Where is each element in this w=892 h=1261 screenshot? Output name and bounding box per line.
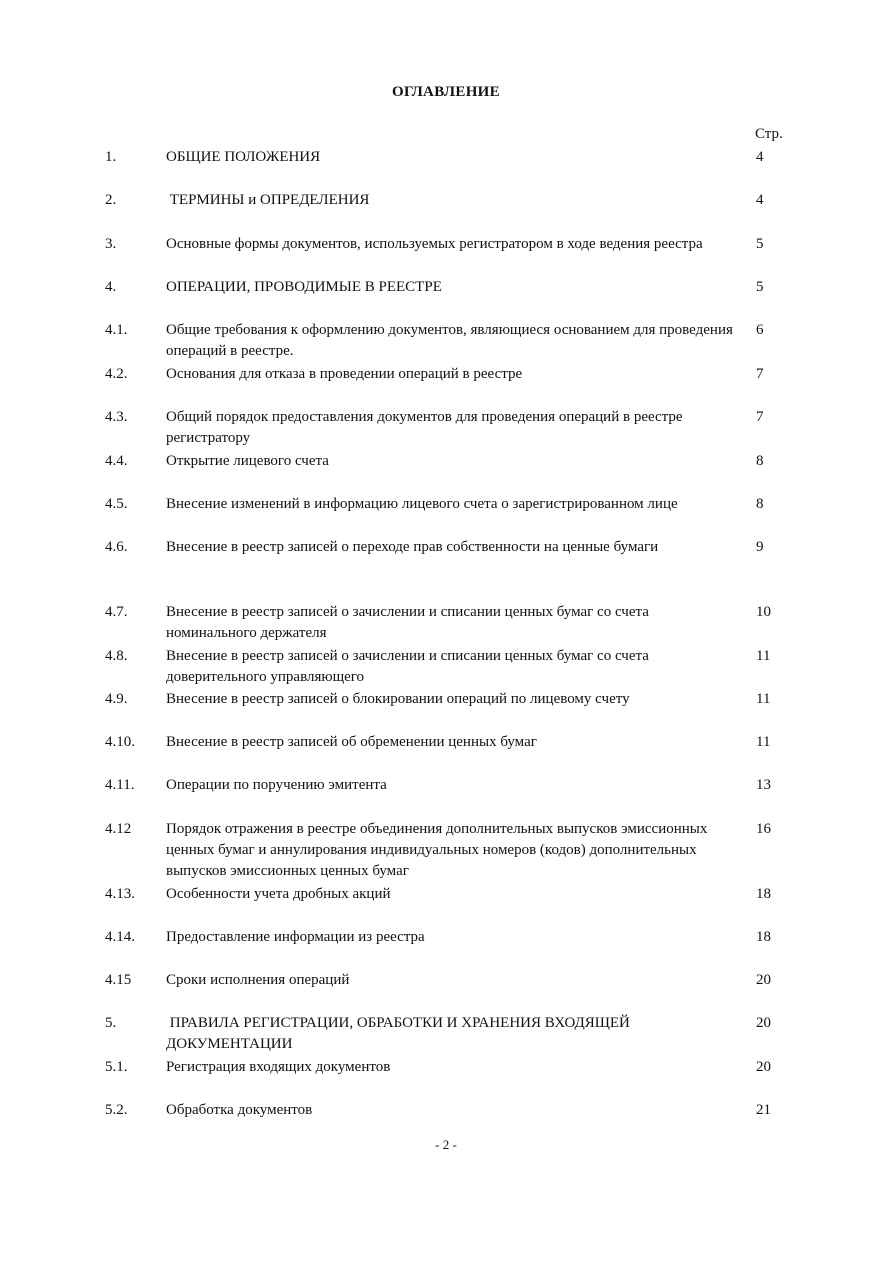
toc-entry-title: Внесение в реестр записей о переходе прав собственности на ценные бумаги [166, 539, 659, 555]
toc-entry-page: 11 [756, 691, 771, 707]
toc-entry-page: 8 [756, 453, 764, 469]
toc-entry-title: Предоставление информации из реестра [166, 929, 425, 945]
toc-entry-title: Обработка документов [166, 1102, 313, 1118]
toc-entry-title: Внесение в реестр записей о зачислении и списании ценных бумаг со счета номинального держателя [166, 604, 649, 641]
toc-entry-number: 4.11. [105, 777, 135, 793]
toc-entry-page: 18 [756, 886, 771, 902]
toc-entry-title: Основания для отказа в проведении операций в реестре [166, 366, 523, 382]
toc-entry-page: 16 [756, 821, 771, 837]
toc-entry-title: Внесение в реестр записей об обременении ценных бумаг [166, 734, 537, 750]
toc-entry-title: ПРАВИЛА РЕГИСТРАЦИИ, ОБРАБОТКИ И ХРАНЕНИЯ ВХОДЯЩЕЙ ДОКУМЕНТАЦИИ [166, 1015, 634, 1052]
toc-entry-number: 4.6. [105, 539, 128, 555]
toc-entry-number: 4.9. [105, 691, 128, 707]
toc-entry-page: 9 [756, 539, 764, 555]
toc-entry-number: 4.15 [105, 972, 132, 988]
toc-entry-title: Внесение в реестр записей о блокировании операций по лицевому счету [166, 691, 630, 707]
toc-entry-number: 5.1. [105, 1059, 128, 1075]
toc-entry-number: 4.8. [105, 648, 128, 664]
toc-entry-number: 4.1. [105, 322, 128, 338]
toc-entry-number: 1. [105, 149, 117, 165]
toc-entry-number: 4.5. [105, 496, 128, 512]
toc-entry-number: 4.7. [105, 604, 128, 620]
toc-entry-title: Порядок отражения в реестре объединения дополнительных выпусков эмиссионных ценных бумаг и аннулирования индивидуальных номеров (кодов) дополнительных выпусков эмиссионных ценных бумаг [166, 821, 708, 879]
toc-entry-number: 5. [105, 1015, 117, 1031]
toc-entry-title: Сроки исполнения операций [166, 972, 350, 988]
toc-entry-title: Внесение в реестр записей о зачислении и списании ценных бумаг со счета доверительного управляющего [166, 648, 649, 685]
toc-entry-page: 21 [756, 1102, 771, 1118]
toc-entry-number: 4.12 [105, 821, 132, 837]
toc-entry-title: ОПЕРАЦИИ, ПРОВОДИМЫЕ В РЕЕСТРЕ [166, 279, 442, 295]
toc-entry-number: 2. [105, 192, 117, 208]
toc-entry-title: ТЕРМИНЫ и ОПРЕДЕЛЕНИЯ [166, 192, 370, 208]
toc-entry-page: 7 [756, 366, 764, 382]
toc-entry-page: 5 [756, 279, 764, 295]
toc-entry-title: Основные формы документов, используемых регистратором в ходе ведения реестра [166, 236, 703, 252]
toc-entry-number: 4. [105, 279, 117, 295]
toc-entry-page: 20 [756, 972, 771, 988]
toc-entry-title: Регистрация входящих документов [166, 1059, 391, 1075]
page-title: ОГЛАВЛЕНИЕ [392, 84, 500, 100]
toc-entry-page: 18 [756, 929, 771, 945]
toc-entry-number: 4.14. [105, 929, 135, 945]
toc-entry-title: Операции по поручению эмитента [166, 777, 387, 793]
toc-entry-page: 4 [756, 149, 764, 165]
toc-entry-title: ОБЩИЕ ПОЛОЖЕНИЯ [166, 149, 321, 165]
toc-entry-title: Открытие лицевого счета [166, 453, 329, 469]
toc-entry-page: 8 [756, 496, 764, 512]
toc-entry-number: 4.2. [105, 366, 128, 382]
toc-entry-number: 4.13. [105, 886, 135, 902]
toc-entry-page: 11 [756, 648, 771, 664]
page-column-header: Стр. [755, 126, 783, 142]
toc-entry-page: 5 [756, 236, 764, 252]
toc-entry-title: Особенности учета дробных акций [166, 886, 391, 902]
page-number: - 2 - [435, 1137, 457, 1152]
toc-entry-number: 4.4. [105, 453, 128, 469]
toc-entry-number: 3. [105, 236, 117, 252]
toc-entry-number: 4.3. [105, 409, 128, 425]
toc-entry-page: 10 [756, 604, 771, 620]
toc-entry-number: 4.10. [105, 734, 135, 750]
toc-entry-title: Общий порядок предоставления документов для проведения операций в реестре регистратору [166, 409, 683, 446]
toc-entry-number: 5.2. [105, 1102, 128, 1118]
toc-entry-page: 4 [756, 192, 764, 208]
toc-entry-page: 6 [756, 322, 764, 338]
toc-entry-page: 20 [756, 1015, 771, 1031]
toc-entry-page: 20 [756, 1059, 771, 1075]
toc-entry-page: 7 [756, 409, 764, 425]
toc-entry-page: 13 [756, 777, 771, 793]
toc-entry-page: 11 [756, 734, 771, 750]
toc-entry-title: Общие требования к оформлению документов, являющиеся основанием для проведения операций в реестре. [166, 322, 733, 359]
toc-entry-title: Внесение изменений в информацию лицевого счета о зарегистрированном лице [166, 496, 678, 512]
